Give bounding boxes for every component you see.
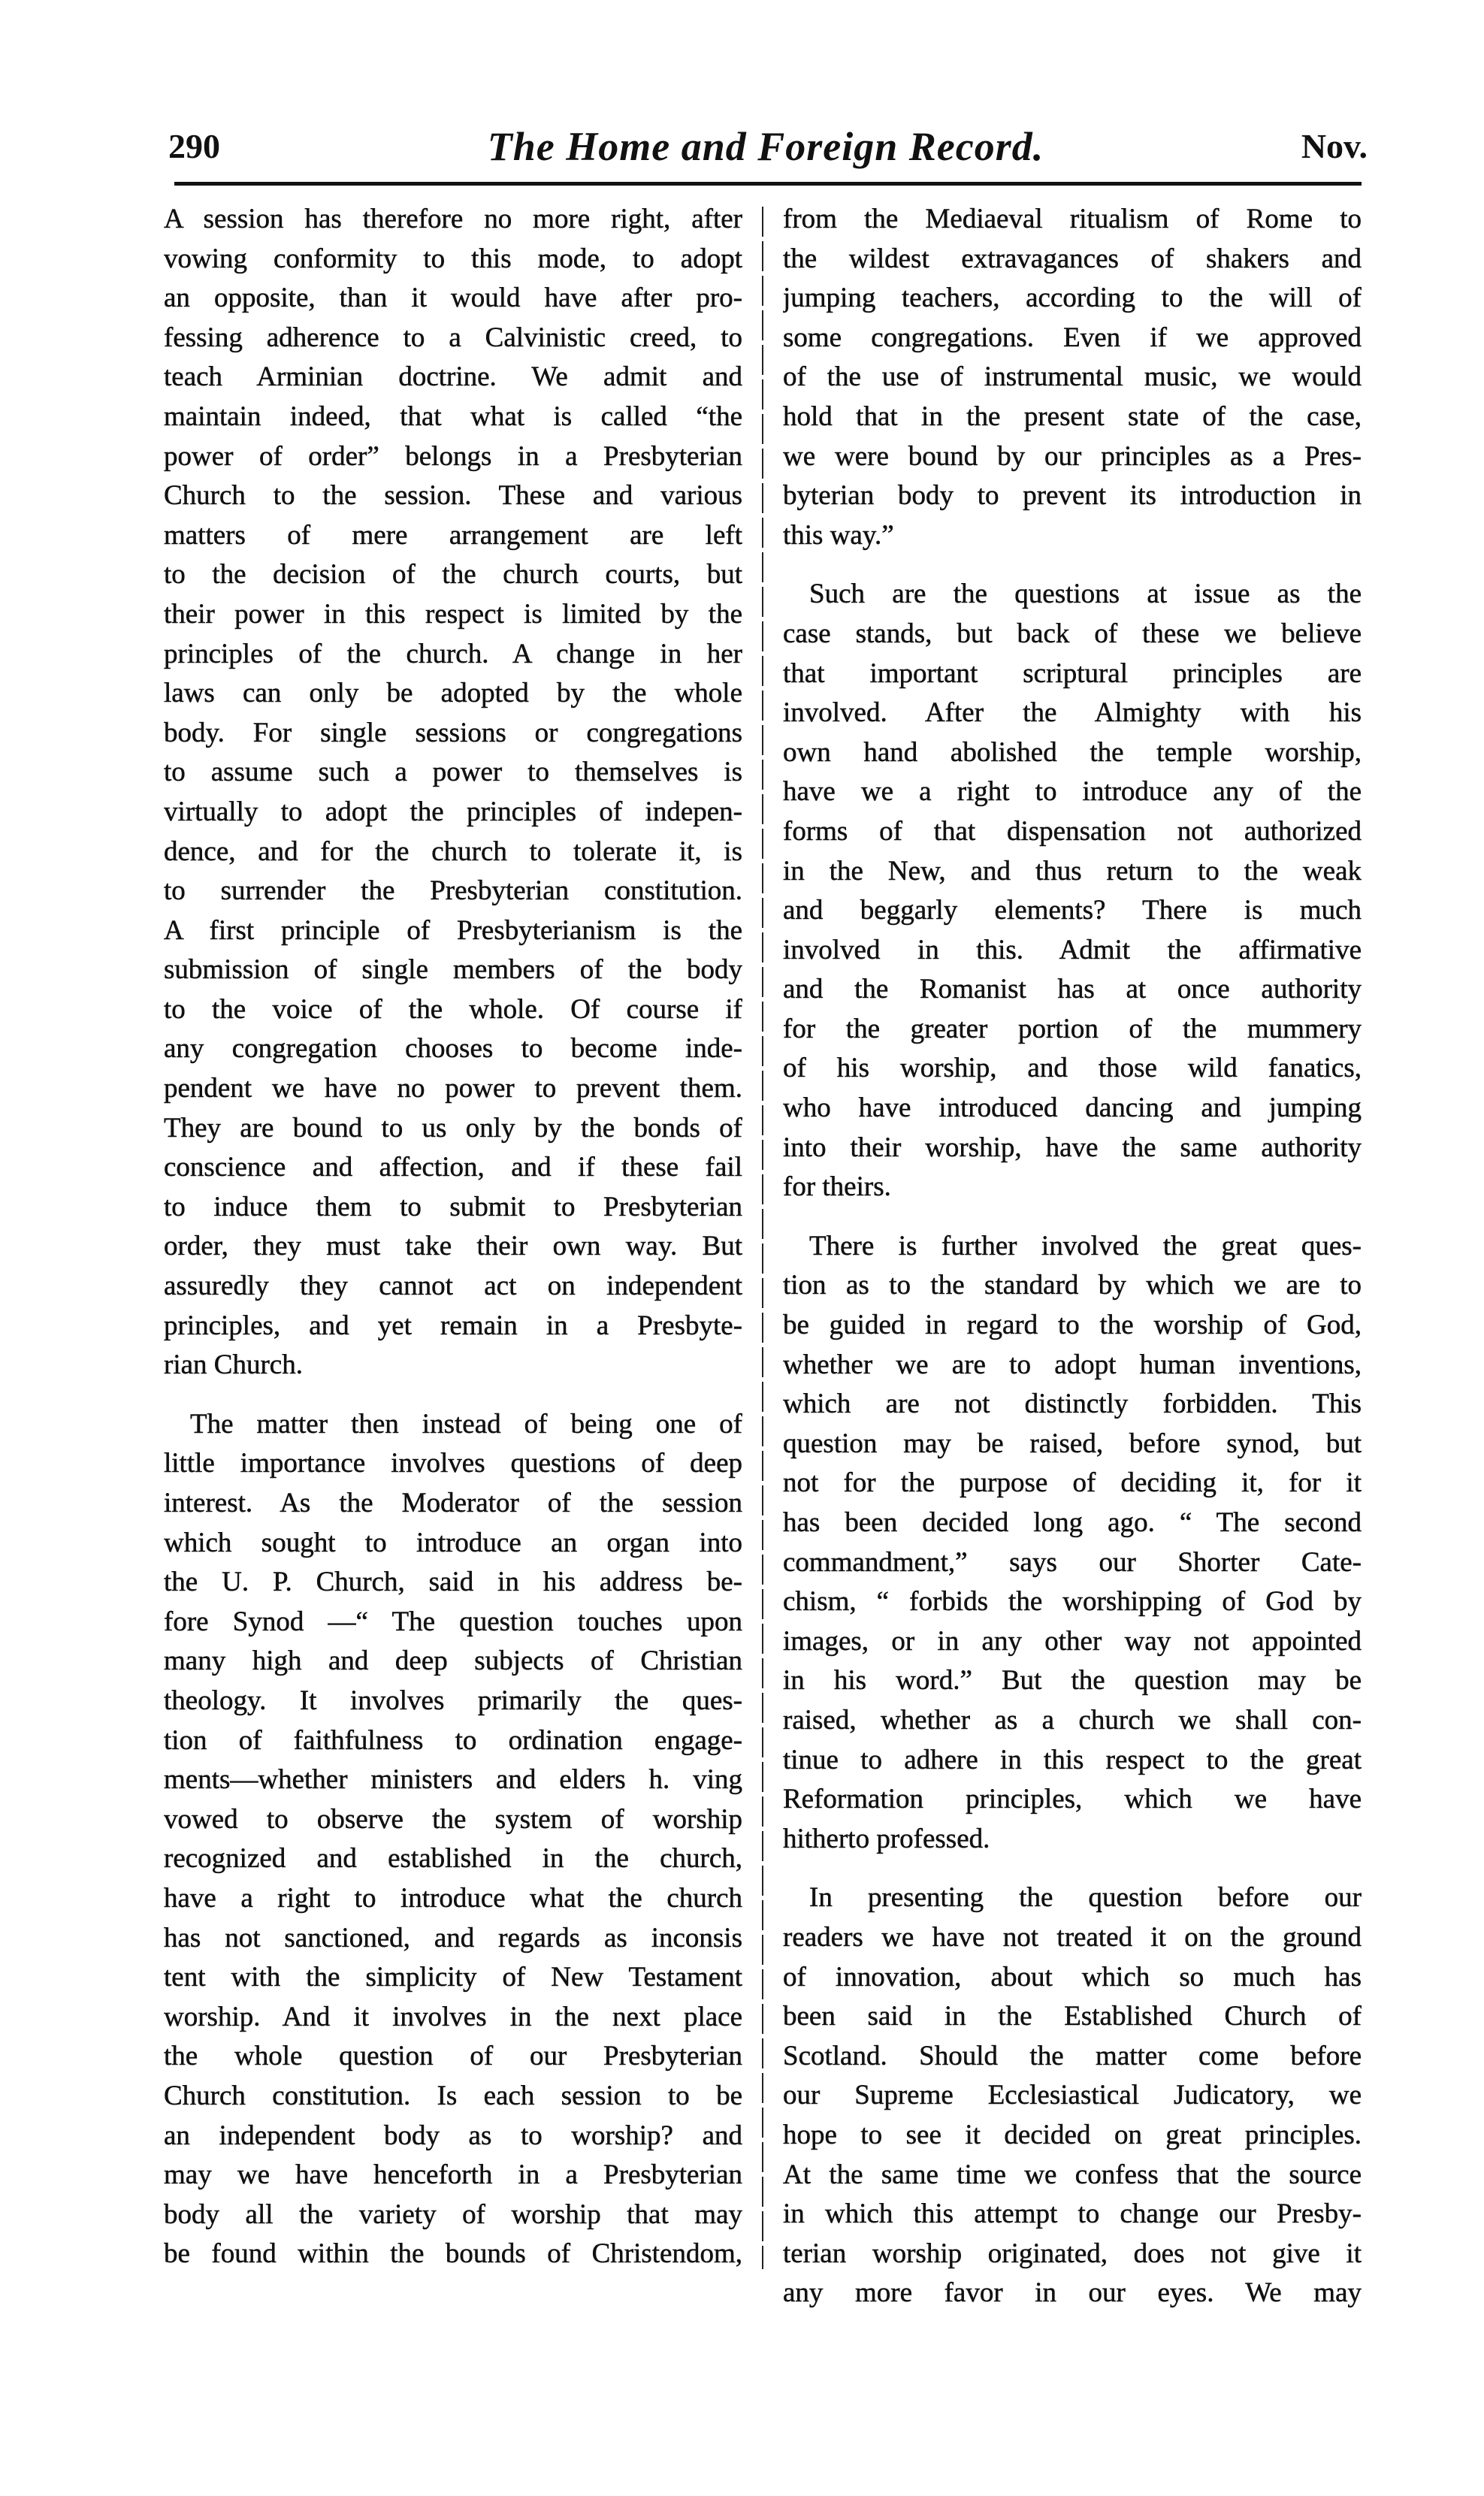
text-line: be found within the bounds of Christendom, bbox=[164, 2238, 742, 2270]
text-line: from the Mediaeval ritualism of Rome to bbox=[783, 204, 1362, 234]
text-line: readers we have not treated it on the ground bbox=[783, 1921, 1362, 1953]
text-line: to surrender the Presbyterian constitution. bbox=[164, 875, 742, 907]
text-line: principles of the church. A change in her bbox=[164, 638, 742, 669]
text-line: whether we are to adopt human inventions, bbox=[783, 1349, 1362, 1380]
text-line: has not sanctioned, and regards as inconsis bbox=[164, 1922, 742, 1954]
text-line: forms of that dispensation not authorized bbox=[783, 815, 1362, 847]
text-line: laws can only be adopted by the whole bbox=[164, 678, 742, 709]
text-line: tion of faithfulness to ordination engage- bbox=[164, 1724, 742, 1756]
text-line: of his worship, and those wild fanatics, bbox=[783, 1053, 1362, 1084]
text-line: Church constitution. Is each session to be bbox=[164, 2080, 742, 2111]
text-line: tinue to adhere in this respect to the great bbox=[783, 1744, 1362, 1775]
text-line: for theirs. bbox=[783, 1171, 891, 1203]
text-line: involved in this. Admit the affirmative bbox=[783, 934, 1362, 965]
text-line: for the greater portion of the mummery bbox=[783, 1013, 1362, 1044]
text-line: worship. And it involves in the next place bbox=[164, 2001, 742, 2032]
text-line: ments—whether ministers and elders h. ving bbox=[164, 1764, 742, 1796]
text-line: have we a right to introduce any of the bbox=[783, 776, 1362, 808]
text-line: A session has therefore no more right, after bbox=[164, 204, 742, 234]
text-line: chism, “ forbids the worshipping of God by bbox=[783, 1586, 1362, 1618]
left-column bbox=[164, 200, 742, 2274]
text-line: to induce them to submit to Presbyterian bbox=[164, 1191, 742, 1222]
text-line: They are bound to us only by the bonds of bbox=[164, 1112, 742, 1144]
issue-month: Nov. bbox=[1301, 127, 1368, 165]
text-line: in which this attempt to change our Presby- bbox=[783, 2198, 1362, 2230]
text-line: our Supreme Ecclesiastical Judicatory, we bbox=[783, 2080, 1362, 2111]
text-line: been said in the Established Church of bbox=[783, 2001, 1362, 2032]
text-line: an opposite, than it would have after pro- bbox=[164, 283, 742, 314]
text-line: maintain indeed, that what is called “the bbox=[164, 400, 742, 432]
text-line: of innovation, about which so much has bbox=[783, 1961, 1362, 1993]
text-line: any more favor in our eyes. We may bbox=[783, 2277, 1362, 2309]
text-line: Reformation principles, which we have bbox=[783, 1784, 1362, 1815]
journal-title: The Home and Foreign Record. bbox=[487, 124, 1044, 169]
text-line: hitherto professed. bbox=[783, 1823, 990, 1854]
text-line: byterian body to prevent its introduction in bbox=[783, 480, 1362, 512]
text-line: fessing adherence to a Calvinistic creed, to bbox=[164, 322, 742, 353]
text-line: dence, and for the church to tolerate it, is bbox=[164, 836, 742, 867]
text-line: to assume such a power to themselves is bbox=[164, 757, 742, 788]
text-line: this way.” bbox=[783, 519, 894, 551]
text-line: involved. After the Almighty with his bbox=[783, 697, 1362, 729]
text-line: not for the purpose of deciding it, for it bbox=[783, 1467, 1362, 1499]
text-line: case stands, but back of these we believe bbox=[783, 618, 1362, 649]
page-number: 290 bbox=[168, 127, 220, 165]
text-line: fore Synod —“ The question touches upon bbox=[164, 1606, 742, 1637]
text-line: raised, whether as a church we shall con- bbox=[783, 1704, 1362, 1736]
text-line: images, or in any other way not appointed bbox=[783, 1625, 1362, 1657]
text-line: The matter then instead of being one of bbox=[190, 1408, 742, 1440]
column-divider bbox=[762, 207, 763, 2269]
text-line: tion as to the standard by which we are to bbox=[783, 1270, 1362, 1301]
text-line: we were bound by our principles as a Pres- bbox=[783, 440, 1362, 472]
text-line: tent with the simplicity of New Testament bbox=[164, 1962, 742, 1993]
text-line: A first principle of Presbyterianism is the bbox=[164, 914, 742, 946]
text-line: have a right to introduce what the church bbox=[164, 1882, 742, 1914]
text-line: the whole question of our Presbyterian bbox=[164, 2041, 742, 2072]
paragraph bbox=[164, 200, 742, 1385]
text-line: may we have henceforth in a Presbyterian bbox=[164, 2159, 742, 2191]
text-line: vowed to observe the system of worship bbox=[164, 1803, 742, 1835]
text-line: that important scriptural principles are bbox=[783, 657, 1362, 689]
text-line: little importance involves questions of deep bbox=[164, 1448, 742, 1479]
text-line: body all the variety of worship that may bbox=[164, 2198, 742, 2230]
text-line: to the voice of the whole. Of course if bbox=[164, 993, 742, 1025]
text-line: There is further involved the great ques- bbox=[809, 1230, 1362, 1262]
text-line: question may be raised, before synod, but bbox=[783, 1428, 1362, 1459]
text-line: an independent body as to worship? and bbox=[164, 2120, 742, 2151]
text-line: many high and deep subjects of Christian bbox=[164, 1645, 742, 1677]
text-line: recognized and established in the church, bbox=[164, 1843, 742, 1875]
text-line: commandment,” says our Shorter Cate- bbox=[783, 1546, 1362, 1578]
text-line: who have introduced dancing and jumping bbox=[783, 1092, 1362, 1124]
text-line: teach Arminian doctrine. We admit and bbox=[164, 361, 742, 393]
text-line: jumping teachers, according to the will of bbox=[783, 283, 1362, 314]
text-line: Such are the questions at issue as the bbox=[809, 579, 1362, 610]
text-line: the U. P. Church, said in his address be- bbox=[164, 1567, 742, 1598]
text-line: of the use of instrumental music, we would bbox=[783, 361, 1362, 393]
paragraph bbox=[164, 1405, 742, 2274]
paragraph bbox=[783, 1227, 1362, 1860]
text-line: be guided in regard to the worship of God, bbox=[783, 1310, 1362, 1341]
text-line: the wildest extravagances of shakers and bbox=[783, 243, 1362, 274]
text-line: terian worship originated, does not give it bbox=[783, 2238, 1362, 2269]
right-column bbox=[783, 200, 1362, 2313]
text-line: into their worship, have the same authority bbox=[783, 1132, 1362, 1163]
text-line: in his word.” But the question may be bbox=[783, 1665, 1362, 1697]
text-line: assuredly they cannot act on independent bbox=[164, 1271, 742, 1302]
text-line: in the New, and thus return to the weak bbox=[783, 855, 1362, 887]
text-line: which are not distinctly forbidden. This bbox=[783, 1389, 1362, 1420]
text-line: some congregations. Even if we approved bbox=[783, 322, 1362, 353]
text-line: hold that in the present state of the case, bbox=[783, 400, 1362, 432]
text-line: which sought to introduce an organ into bbox=[164, 1527, 742, 1558]
header-rule bbox=[174, 182, 1362, 186]
text-line: In presenting the question before our bbox=[809, 1882, 1362, 1914]
text-line: virtually to adopt the principles of indepen- bbox=[164, 796, 742, 827]
text-line: any congregation chooses to become inde- bbox=[164, 1033, 742, 1065]
running-header bbox=[164, 126, 1368, 171]
text-line: body. For single sessions or congregations bbox=[164, 717, 742, 748]
text-line: At the same time we confess that the source bbox=[783, 2159, 1362, 2190]
text-line: principles, and yet remain in a Presbyte- bbox=[164, 1310, 742, 1341]
text-line: their power in this respect is limited by the bbox=[164, 598, 742, 630]
paragraph bbox=[783, 200, 1362, 555]
text-line: conscience and affection, and if these fail bbox=[164, 1152, 742, 1183]
text-line: Church to the session. These and various bbox=[164, 480, 742, 512]
text-line: and the Romanist has at once authority bbox=[783, 974, 1362, 1005]
text-line: interest. As the Moderator of the session bbox=[164, 1488, 742, 1518]
text-line: rian Church. bbox=[164, 1349, 303, 1381]
paragraph bbox=[783, 1878, 1362, 2313]
text-line: to the decision of the church courts, but bbox=[164, 559, 742, 591]
text-line: Scotland. Should the matter come before bbox=[783, 2040, 1362, 2071]
text-line: and beggarly elements? There is much bbox=[783, 895, 1362, 926]
text-line: has been decided long ago. “ The second bbox=[783, 1507, 1362, 1538]
text-line: matters of mere arrangement are left bbox=[164, 519, 742, 551]
text-line: vowing conformity to this mode, to adopt bbox=[164, 243, 742, 274]
text-line: hope to see it decided on great principles. bbox=[783, 2119, 1362, 2150]
text-line: own hand abolished the temple worship, bbox=[783, 736, 1362, 768]
text-line: theology. It involves primarily the ques- bbox=[164, 1685, 742, 1716]
text-line: pendent we have no power to prevent them. bbox=[164, 1073, 742, 1104]
text-line: submission of single members of the body bbox=[164, 954, 742, 986]
paragraph bbox=[783, 575, 1362, 1207]
text-line: power of order” belongs in a Presbyterian bbox=[164, 440, 742, 472]
text-line: order, they must take their own way. But bbox=[164, 1231, 742, 1262]
